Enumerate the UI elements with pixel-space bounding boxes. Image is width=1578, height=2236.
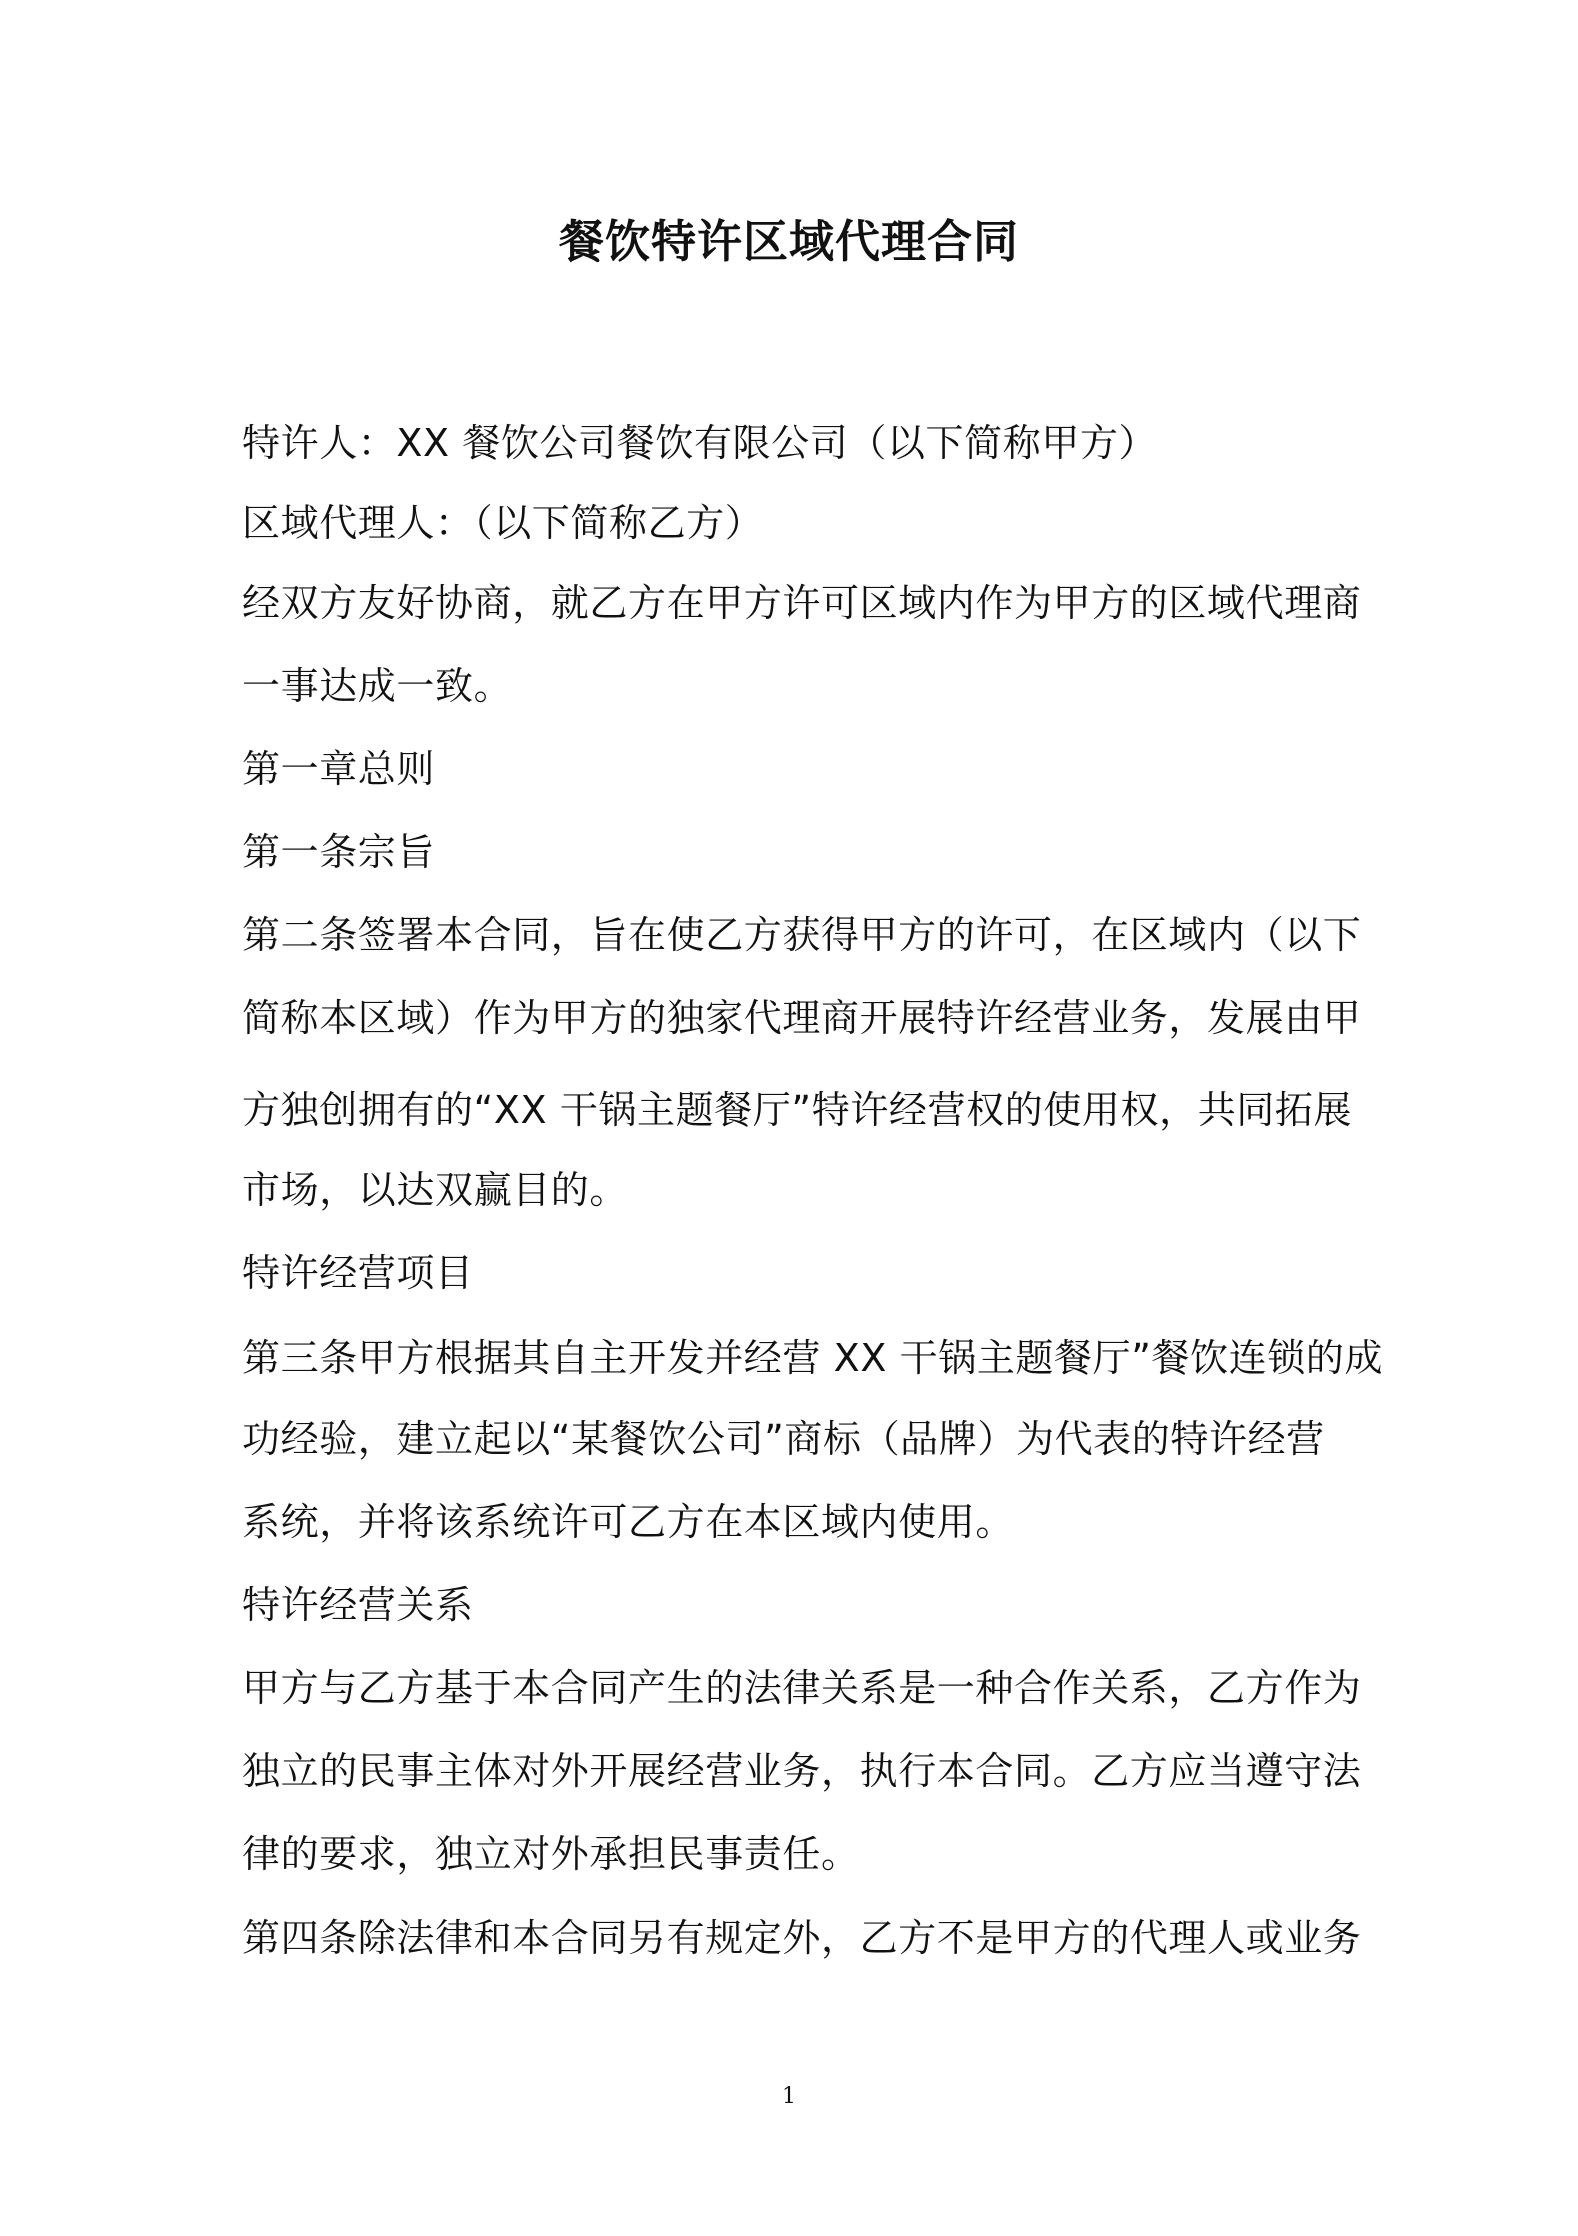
paragraph-line: 系统，并将该系统许可乙方在本区域内使用。: [242, 1500, 1015, 1544]
paragraph-line: 独立的民事主体对外开展经营业务，执行本合同。乙方应当遵守法: [242, 1749, 1362, 1793]
article-heading: 第一条宗旨: [242, 830, 436, 874]
paragraph-line: 第四条除法律和本合同另有规定外，乙方不是甲方的代理人或业务: [242, 1916, 1362, 1960]
paragraph-line: 一事达成一致。: [242, 664, 513, 708]
document-title: 餐饮特许区域代理合同: [558, 215, 1019, 268]
party-a-line: 特许人：XX 餐饮公司餐饮有限公司（以下简称甲方）: [242, 421, 1158, 465]
section-heading: 特许经营关系: [242, 1583, 474, 1627]
paragraph-line: 甲方与乙方基于本合同产生的法律关系是一种合作关系，乙方作为: [242, 1666, 1362, 1710]
paragraph-line: 律的要求，独立对外承担民事责任。: [242, 1832, 860, 1876]
party-b-line: 区域代理人：（以下简称乙方）: [242, 501, 764, 545]
chapter-heading: 第一章总则: [242, 747, 436, 791]
paragraph-line: 第二条签署本合同，旨在使乙方获得甲方的许可，在区域内（以下: [242, 913, 1362, 957]
paragraph-line: 经双方友好协商，就乙方在甲方许可区域内作为甲方的区域代理商: [242, 581, 1362, 625]
section-heading: 特许经营项目: [242, 1251, 474, 1295]
paragraph-line: 第三条甲方根据其自主开发并经营 XX 干锅主题餐厅”餐饮连锁的成: [242, 1336, 1384, 1380]
page-number: 1: [782, 2084, 796, 2109]
paragraph-line: 方独创拥有的“XX 干锅主题餐厅”特许经营权的使用权，共同拓展: [242, 1088, 1353, 1132]
paragraph-line: 简称本区域）作为甲方的独家代理商开展特许经营业务，发展由甲: [242, 996, 1362, 1040]
paragraph-line: 市场，以达双赢目的。: [242, 1168, 629, 1212]
paragraph-line: 功经验，建立起以“某餐饮公司”商标（品牌）为代表的特许经营: [242, 1417, 1325, 1461]
